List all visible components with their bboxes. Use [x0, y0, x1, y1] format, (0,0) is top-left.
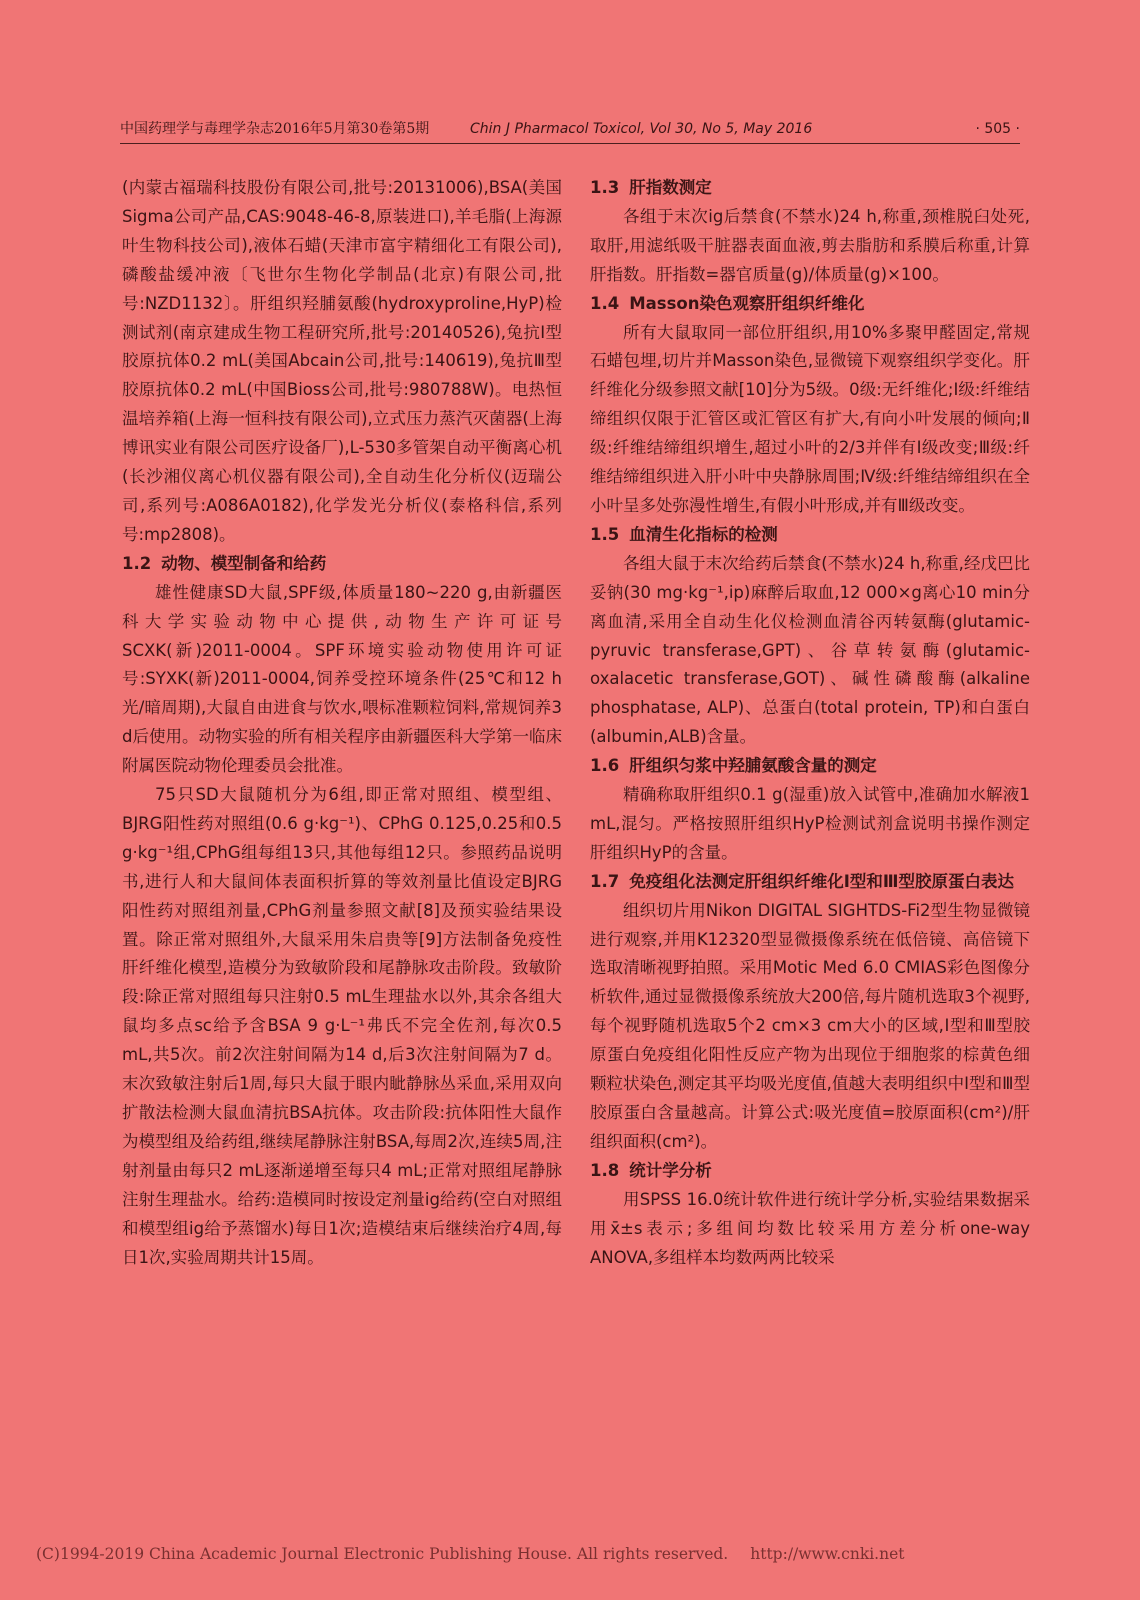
copyright-text: (C)1994-2019 China Academic Journal Electronic Publishing House. All rights reserved.	[36, 1545, 729, 1563]
materials-paragraph: (内蒙古福瑞科技股份有限公司,批号:20131006),BSA(美国Sigma公司产品,CAS:9048-46-8,原装进口),羊毛脂(上海源叶生物科技公司),液体石蜡(天津市富宇精细化工有限公司),磷酸盐缓冲液〔飞世尔生物化学制品(北京)有限公司,批号:NZD1132〕。肝组织羟脯氨酸(hydroxyproline,HyP)检测试剂(南京建成生物工程研究所,批号:20140526),兔抗Ⅰ型胶原抗体0.2 mL(美国Abcain公司,批号:140619),兔抗Ⅲ型胶原抗体0.2 mL(中国Bioss公司,批号:980788W)。电热恒温培养箱(上海一恒科技有限公司),立式压力蒸汽灭菌器(上海博讯实业有限公司医疗设备厂),L-530多管架自动平衡离心机(长沙湘仪离心机仪器有限公司),全自动生化分析仪(迈瑞公司,系列号:A086A0182),化学发光分析仪(泰格科信,系列号:mp2808)。	[122, 178, 562, 544]
hyp-paragraph: 精确称取肝组织0.1 g(湿重)放入试管中,准确加水解液1 mL,混匀。严格按照肝组织HyP检测试剂盒说明书操作测定肝组织HyP的含量。	[590, 785, 1030, 862]
section-title: 统计学分析	[629, 1160, 712, 1180]
journal-title-cn: 中国药理学与毒理学杂志2016年5月第30卷第5期	[120, 121, 430, 137]
section-heading-1-7	[590, 868, 1030, 897]
ihc-paragraph: 组织切片用Nikon DIGITAL SIGHTDS-Fi2型生物显微镜进行观察,并用K12320型显微摄像系统在低倍镜、高倍镜下选取清晰视野拍照。采用Motic Med 6.0 CMIAS彩色图像分析软件,通过显微摄像系统放大200倍,每片随机选取3个视野,每个视野随机选取5个2 cm×3 cm大小的区域,Ⅰ型和Ⅲ型胶原蛋白免疫组化阳性反应产物为出现位于细胞浆的棕黄色细颗粒状染色,测定其平均吸光度值,值越大表明组织中Ⅰ型和Ⅲ型胶原蛋白含量越高。计算公式:吸光度值=胶原面积(cm²)/肝组织面积(cm²)。	[590, 900, 1030, 1151]
section-title: 肝指数测定	[629, 178, 712, 197]
statistics-paragraph: 用SPSS 16.0统计软件进行统计学分析,实验结果数据采用x̄±s表示;多组间均数比较采用方差分析one-way ANOVA,多组样本均数两两比较采	[590, 1189, 1030, 1267]
section-title: 动物、模型制备和给药	[161, 553, 327, 573]
groups-paragraph: 75只SD大鼠随机分为6组,即正常对照组、模型组、BJRG阳性药对照组(0.6 g·kg⁻¹)、CPhG 0.125,0.25和0.5 g·kg⁻¹组,CPhG组每组13只,其他每组12只。参照药品说明书,进行人和大鼠间体表面积折算的等效剂量比值设定BJRG阳性药对照组剂量,CPhG剂量参照文献[8]及预实验结果设置。除正常对照组外,大鼠采用朱启贵等[9]方法制备免疫性肝纤维化模型,造模分为致敏阶段和尾静脉攻击阶段。致敏阶段:除正常对照组每只注射0.5 mL生理盐水以外,其余各组大鼠均多点sc给予含BSA 9 g·L⁻¹弗氏不完全佐剂,每次0.5 mL,共5次。前2次注射间隔为14 d,后3次注射间隔为7 d。末次致敏注射后1周,每只大鼠于眼内眦静脉丛采血,采用双向扩散法检测大鼠血清抗BSA抗体。攻击阶段:抗体阳性大鼠作为模型组及给药组,继续尾静脉注射BSA,每周2次,连续5周,注射剂量由每只2 mL逐渐递增至每只4 mL;正常对照组尾静脉注射生理盐水。给药:造模同时按设定剂量ig给药(空白对照组和模型组ig给予蒸馏水)每日1次;造模结束后继续治疗4周,每日1次,实验周期共计15周。	[122, 785, 562, 1267]
section-heading-1-5	[590, 521, 1030, 550]
section-title: 肝组织匀浆中羟脯氨酸含量的测定	[629, 756, 877, 776]
page-number: · 505 ·	[975, 121, 1020, 137]
animals-paragraph: 雄性健康SD大鼠,SPF级,体质量180~220 g,由新疆医科大学实验动物中心提供,动物生产许可证号SCXK(新)2011-0004。SPF环境实验动物使用许可证号:SYXK(新)2011-0004,饲养受控环境条件(25℃和12 h光/暗周期),大鼠自由进食与饮水,喂标准颗粒饲料,常规饲养3 d后使用。动物实验的所有相关程序由新疆医科大学第一临床附属医院动物伦理委员会批准。	[122, 582, 562, 776]
running-header	[120, 117, 1020, 144]
section-title: 免疫组化法测定肝组织纤维化Ⅰ型和Ⅲ型胶原蛋白表达	[629, 871, 1014, 891]
section-title: 血清生化指标的检测	[629, 524, 778, 544]
section-number: 1.8	[590, 1160, 620, 1180]
masson-paragraph: 所有大鼠取同一部位肝组织,用10%多聚甲醛固定,常规石蜡包埋,切片并Masson染色,显微镜下观察组织学变化。肝纤维化分级参照文献[10]分为5级。0级:无纤维化;Ⅰ级:纤维结缔组织仅限于汇管区或汇管区有扩大,有向小叶发展的倾向;Ⅱ级:纤维结缔组织增生,超过小叶的2/3并伴有Ⅰ级改变;Ⅲ级:纤维结缔组织进入肝小叶中央静脉周围;Ⅳ级:纤维结缔组织在全小叶呈多处弥漫性增生,有假小叶形成,并有Ⅲ级改变。	[590, 322, 1030, 515]
section-number: 1.2	[122, 553, 152, 573]
section-number: 1.5	[590, 524, 620, 544]
section-number: 1.6	[590, 756, 620, 776]
right-column	[590, 174, 1030, 1272]
left-column	[122, 174, 562, 1272]
section-heading-1-8	[590, 1157, 1030, 1186]
footer-url: http://www.cnki.net	[750, 1545, 905, 1563]
serum-paragraph: 各组大鼠于末次给药后禁食(不禁水)24 h,称重,经戊巴比妥钠(30 mg·kg⁻¹,ip)麻醉后取血,12 000×g离心10 min分离血清,采用全自动生化仪检测血清谷丙转氨酶(glutamic-pyruvic transferase,GPT)、谷草转氨酶(glutamic-oxalacetic transferase,GOT)、碱性磷酸酶(alkaline phosphatase, ALP)、总蛋白(total protein, TP)和白蛋白(albumin,ALB)含量。	[590, 553, 1030, 747]
section-heading-1-6	[590, 752, 1030, 781]
section-heading-1-2	[122, 550, 562, 579]
copyright-footer	[36, 1545, 904, 1563]
section-number: 1.3	[590, 178, 620, 197]
section-heading-1-3	[590, 174, 1030, 203]
liver-index-paragraph: 各组于末次ig后禁食(不禁水)24 h,称重,颈椎脱臼处死,取肝,用滤纸吸干脏器表面血液,剪去脂肪和系膜后称重,计算肝指数。肝指数=器官质量(g)/体质量(g)×100。	[590, 206, 1030, 284]
section-title: Masson染色观察肝组织纤维化	[629, 293, 865, 313]
section-heading-1-4	[590, 290, 1030, 319]
section-number: 1.4	[590, 293, 620, 313]
section-number: 1.7	[590, 871, 620, 891]
journal-title-en: Chin J Pharmacol Toxicol, Vol 30, No 5, May 2016	[470, 121, 813, 137]
